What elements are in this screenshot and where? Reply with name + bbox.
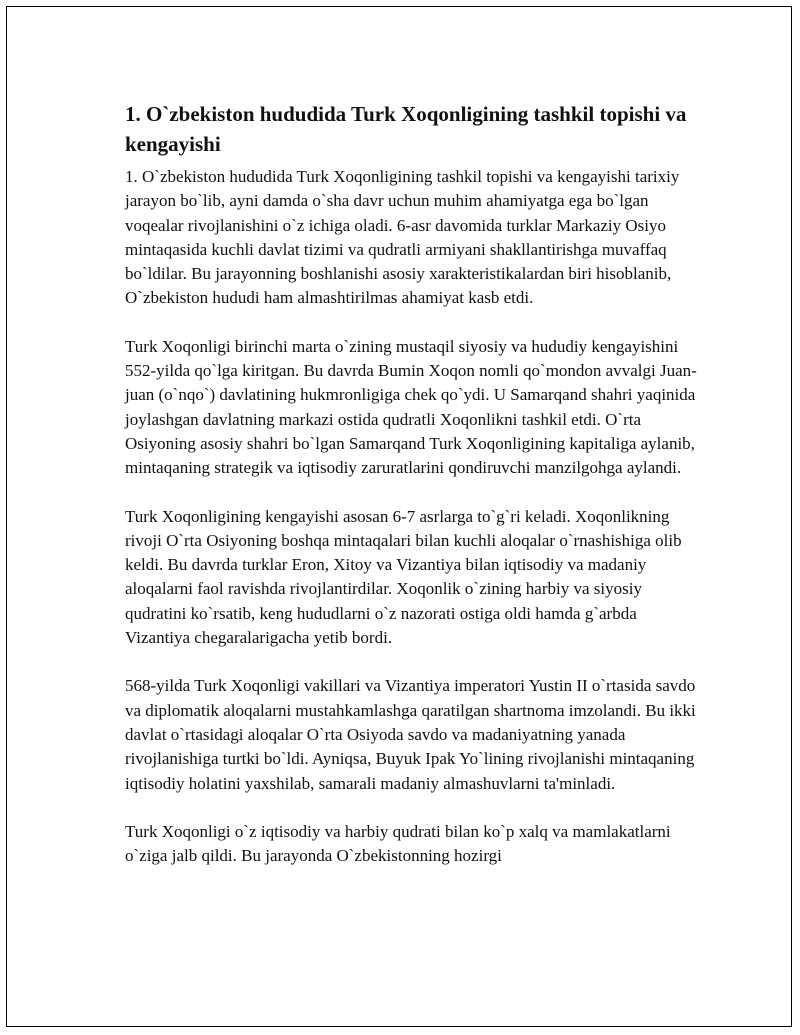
paragraph-1: 1. O`zbekiston hududida Turk Xoqonligining tashkil topishi va kengayishi tarixiy jarayon bo`lib, ayni damda o`sha davr uchun muhim ahamiyatga ega bo`lgan voqealar rivojlanishini o`z ichiga oladi. 6-asr davomida turklar Markaziy Osiyo mintaqasida kuchli davlat tizimi va qudratli armiyani shakllantirishga muvaffaq bo`ldilar. Bu jarayonning boshlanishi asosiy xarakteristikalardan biri hisoblanib, O`zbekiston hududi ham almashtirilmas ahamiyat kasb etdi. [125, 167, 680, 308]
paragraph-5: Turk Xoqonligi o`z iqtisodiy va harbiy qudrati bilan ko`p xalq va mamlakatlarni o`ziga jalb qildi. Bu jarayonda O`zbekistonning hozirgi [125, 821, 671, 866]
page-frame [6, 6, 792, 1027]
paragraph-2: Turk Xoqonligi birinchi marta o`zining mustaqil siyosiy va hududiy kengayishini 552-yilda qo`lga kiritgan. Bu davrda Bumin Xoqon nomli qo`mondon avvalgi Juan-juan (o`nqo`) davlatining hukmronligiga chek qo`ydi. U Samarqand shahri yaqinida joylashgan davlatning markazi ostida qudratli Xoqonlikni tashkil etdi. O`rta Osiyoning asosiy shahri bo`lgan Samarqand Turk Xoqonligining kapitaliga aylanib, mintaqaning strategik va iqtisodiy zaruratlarini qondiruvchi manzilgohga aylandi. [125, 336, 697, 478]
page-title: 1. O`zbekiston hududida Turk Xoqonligining tashkil topishi va kengayishi [125, 102, 687, 156]
paragraph-4: 568-yilda Turk Xoqonligi vakillari va Vizantiya imperatori Yustin II o`rtasida savdo va diplomatik aloqalarni mustahkamlashga qaratilgan shartnoma imzolandi. Bu ikki davlat o`rtasidagi aloqalar O`rta Osiyoda savdo va madaniyatning yanada rivojlanishiga turtki bo`ldi. Ayniqsa, Buyuk Ipak Yo`lining rivojlanishi mintaqaning iqtisodiy holatini yaxshilab, samarali madaniy almashuvlarni ta'minladi. [125, 676, 696, 793]
document-body [125, 99, 705, 892]
paragraph-3: Turk Xoqonligining kengayishi asosan 6-7 asrlarga to`g`ri keladi. Xoqonlikning rivoji O`rta Osiyoning boshqa mintaqalari bilan kuchli aloqalar o`rnashishiga olib keldi. Bu davrda turklar Eron, Xitoy va Vizantiya bilan iqtisodiy va madaniy aloqalarni faol ravishda rivojlantirdilar. Xoqonlik o`zining harbiy va siyosiy qudratini ko`rsatib, keng hududlarni o`z nazorati ostiga oldi hamda g`arbda Vizantiya chegaralarigacha yetib bordi. [125, 506, 682, 648]
